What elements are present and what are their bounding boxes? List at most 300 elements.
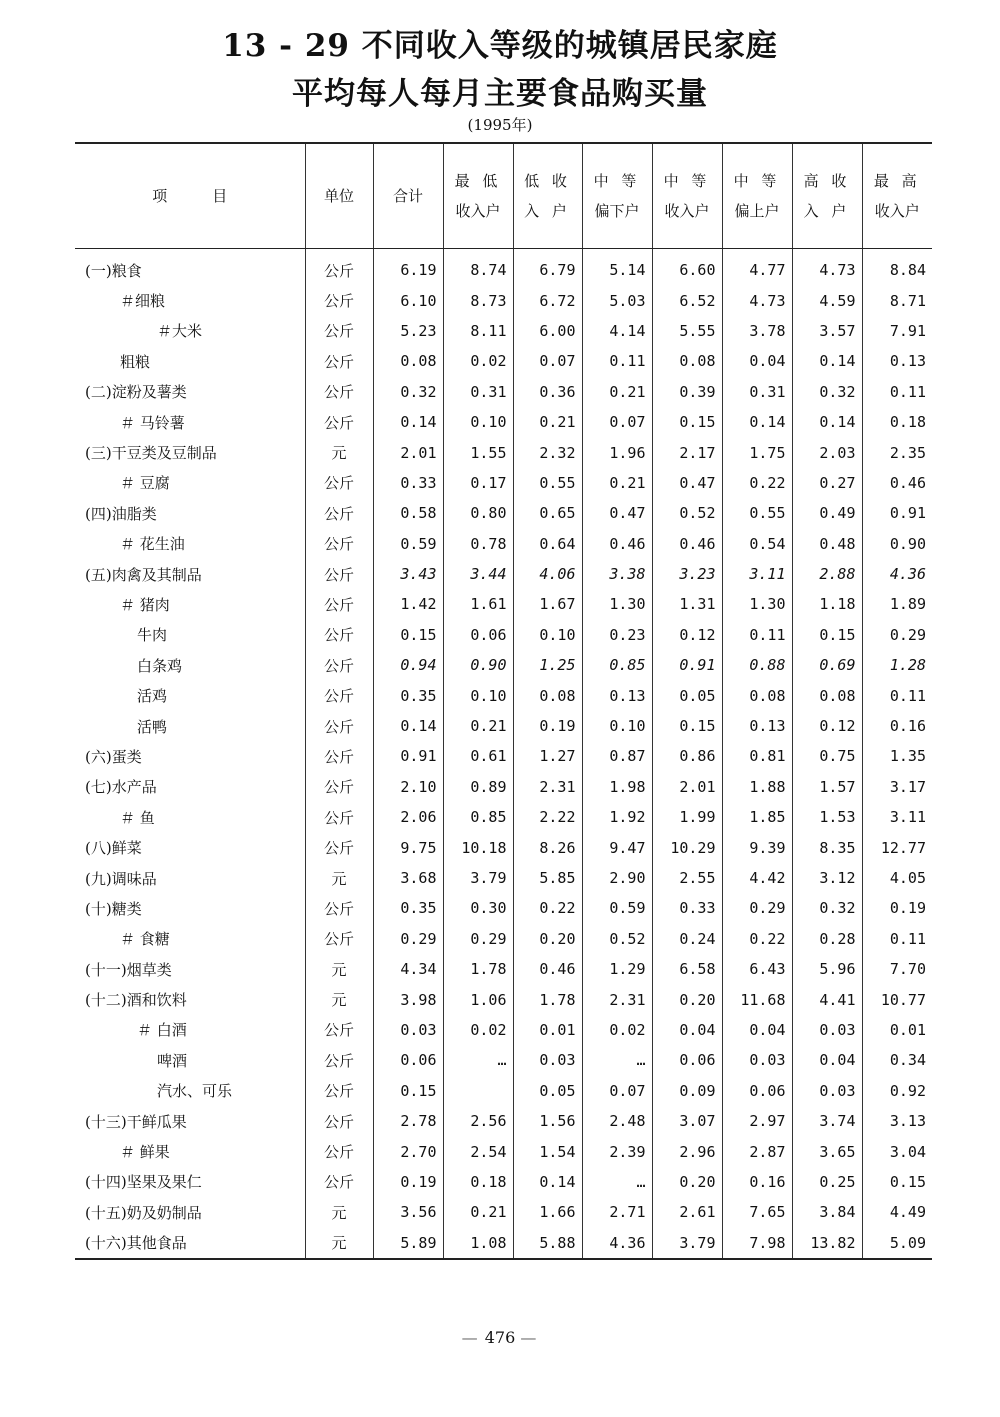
cell-value: 0.07: [582, 1076, 652, 1106]
cell-value: 3.44: [443, 559, 513, 589]
cell-value: 2.22: [513, 802, 582, 832]
cell-value: 0.90: [889, 534, 926, 553]
cell-value: 0.10: [443, 680, 513, 710]
cell-total: 0.32: [373, 377, 443, 407]
cell-value: 0.04: [652, 1015, 722, 1045]
cell-value: 0.55: [513, 468, 582, 498]
table-row: [75, 316, 932, 346]
cell-value: 0.22: [722, 924, 792, 954]
cell-value: 6.52: [652, 285, 722, 315]
cell-total: 0.58: [373, 498, 443, 528]
cell-value: 0.11: [889, 929, 926, 948]
cell-value: 0.14: [792, 407, 862, 437]
cell-value: 0.49: [792, 498, 862, 528]
cell-value: 0.39: [652, 377, 722, 407]
cell-value: 5.55: [652, 316, 722, 346]
row-unit: 公斤: [305, 893, 373, 923]
cell-value: 0.46: [652, 529, 722, 559]
cell-value: 0.46: [582, 529, 652, 559]
row-item-label: (十五)奶及奶制品: [75, 1197, 305, 1227]
cell-value: 0.27: [792, 468, 862, 498]
cell-value: 0.78: [443, 529, 513, 559]
row-unit: 公斤: [305, 650, 373, 680]
cell-value: 0.20: [652, 984, 722, 1014]
table-row: [75, 498, 932, 528]
cell-value: 2.90: [582, 863, 652, 893]
cell-value: 0.92: [889, 1081, 926, 1100]
cell-value: 0.69: [792, 650, 862, 680]
cell-value: 3.12: [792, 863, 862, 893]
cell-value: 1.99: [652, 802, 722, 832]
row-item-label: ＃ 花生油: [75, 529, 305, 559]
cell-value: 3.11: [889, 808, 926, 827]
cell-value: 2.54: [443, 1136, 513, 1166]
cell-value: 2.56: [443, 1106, 513, 1136]
table-row: [75, 1076, 932, 1106]
food-purchase-table: [75, 142, 932, 1260]
cell-total: 3.68: [373, 863, 443, 893]
cell-total: 0.35: [373, 680, 443, 710]
cell-value: 0.33: [652, 893, 722, 923]
cell-value: 0.11: [889, 382, 926, 401]
row-unit: 公斤: [305, 1136, 373, 1166]
cell-value: 0.11: [889, 686, 926, 705]
cell-value: 0.08: [513, 680, 582, 710]
cell-total: 0.06: [373, 1045, 443, 1075]
cell-value: 0.18: [889, 413, 926, 432]
page-footer: [0, 1328, 1000, 1347]
header-unit: 单位: [305, 143, 373, 249]
cell-value: 0.21: [443, 1197, 513, 1227]
cell-value: 5.96: [792, 954, 862, 984]
cell-value: 0.61: [443, 741, 513, 771]
cell-value: 1.54: [513, 1136, 582, 1166]
cell-value: 0.90: [443, 650, 513, 680]
cell-value: 0.14: [722, 407, 792, 437]
cell-value: 3.79: [443, 863, 513, 893]
row-unit: 公斤: [305, 407, 373, 437]
cell-value: 3.04: [889, 1142, 926, 1161]
table-row: [75, 1136, 932, 1166]
cell-value: 1.85: [722, 802, 792, 832]
cell-value: 0.32: [792, 377, 862, 407]
cell-value: 0.16: [722, 1167, 792, 1197]
cell-value: 7.91: [889, 321, 926, 340]
cell-value: 0.24: [652, 924, 722, 954]
table-row: [75, 1015, 932, 1045]
cell-value: 0.52: [652, 498, 722, 528]
cell-value: 1.35: [889, 747, 926, 766]
row-unit: 公斤: [305, 772, 373, 802]
row-item-label: 粗粮: [75, 346, 305, 376]
cell-value: 0.32: [792, 893, 862, 923]
header-lower-middle: 中 等 偏下户: [582, 143, 652, 249]
cell-value: 2.96: [652, 1136, 722, 1166]
header-item: 项 目: [75, 143, 305, 249]
cell-value: 8.35: [792, 832, 862, 862]
row-unit: 元: [305, 1197, 373, 1227]
table-row: [75, 1228, 932, 1259]
cell-value: 0.87: [582, 741, 652, 771]
cell-value: 0.29: [443, 924, 513, 954]
cell-value: 0.11: [582, 346, 652, 376]
cell-value: 0.08: [652, 346, 722, 376]
cell-total: 5.23: [373, 316, 443, 346]
row-unit: 公斤: [305, 377, 373, 407]
row-item-label: ＃ 鱼: [75, 802, 305, 832]
row-item-label: (十二)酒和饮料: [75, 984, 305, 1014]
cell-value: 3.13: [889, 1112, 926, 1131]
cell-value: 7.98: [722, 1228, 792, 1259]
row-unit: 公斤: [305, 529, 373, 559]
row-unit: 元: [305, 984, 373, 1014]
cell-value: 0.15: [652, 711, 722, 741]
table-row: [75, 984, 932, 1014]
cell-total: 2.10: [373, 772, 443, 802]
cell-value: 9.47: [582, 832, 652, 862]
cell-value: 0.21: [582, 468, 652, 498]
cell-total: 0.35: [373, 893, 443, 923]
table-row: [75, 437, 932, 467]
row-unit: 公斤: [305, 1167, 373, 1197]
table-row: [75, 468, 932, 498]
cell-value: 0.13: [889, 352, 926, 371]
cell-value: 0.52: [582, 924, 652, 954]
cell-value: 0.29: [889, 625, 926, 644]
header-high-income: 高 收 入 户: [792, 143, 862, 249]
row-item-label: ＃大米: [75, 316, 305, 346]
cell-value: 0.75: [792, 741, 862, 771]
cell-value: 0.08: [722, 680, 792, 710]
cell-value: 6.43: [722, 954, 792, 984]
row-item-label: 活鸭: [75, 711, 305, 741]
row-unit: 公斤: [305, 1015, 373, 1045]
row-item-label: ＃ 猪肉: [75, 589, 305, 619]
row-item-label: (三)干豆类及豆制品: [75, 437, 305, 467]
cell-value: 1.53: [792, 802, 862, 832]
cell-value: 1.30: [722, 589, 792, 619]
cell-value: 0.18: [443, 1167, 513, 1197]
table-row: [75, 559, 932, 589]
cell-value: 0.46: [889, 473, 926, 492]
cell-value: 13.82: [792, 1228, 862, 1259]
cell-value: 4.41: [792, 984, 862, 1014]
row-unit: 公斤: [305, 346, 373, 376]
cell-value: 4.59: [792, 285, 862, 315]
cell-value: 1.08: [443, 1228, 513, 1259]
cell-value: 0.91: [652, 650, 722, 680]
row-item-label: (十三)干鲜瓜果: [75, 1106, 305, 1136]
row-item-label: 啤酒: [75, 1045, 305, 1075]
cell-value: 8.84: [889, 261, 926, 280]
cell-total: 3.98: [373, 984, 443, 1014]
table-row: [75, 377, 932, 407]
table-title-line1: 13 - 29 不同收入等级的城镇居民家庭: [222, 28, 778, 64]
cell-value: 0.47: [582, 498, 652, 528]
cell-value: 0.02: [443, 1015, 513, 1045]
table-row: [75, 924, 932, 954]
cell-value: 5.85: [513, 863, 582, 893]
cell-value: 0.31: [722, 377, 792, 407]
cell-total: 0.08: [373, 346, 443, 376]
cell-value: 2.31: [582, 984, 652, 1014]
cell-value: 8.73: [443, 285, 513, 315]
cell-value: 2.03: [792, 437, 862, 467]
cell-value: 1.27: [513, 741, 582, 771]
cell-value: 1.75: [722, 437, 792, 467]
cell-total: 0.91: [373, 741, 443, 771]
cell-value: 8.11: [443, 316, 513, 346]
table-row: [75, 772, 932, 802]
row-unit: 元: [305, 954, 373, 984]
row-item-label: (八)鲜菜: [75, 832, 305, 862]
row-item-label: (六)蛋类: [75, 741, 305, 771]
cell-value: 0.13: [722, 711, 792, 741]
cell-value: …: [443, 1045, 513, 1075]
cell-value: 0.17: [443, 468, 513, 498]
cell-value: 0.15: [792, 620, 862, 650]
row-item-label: (十)糖类: [75, 893, 305, 923]
cell-value: 3.84: [792, 1197, 862, 1227]
cell-total: 0.59: [373, 529, 443, 559]
cell-value: 0.12: [652, 620, 722, 650]
cell-value: 0.59: [582, 893, 652, 923]
cell-value: 1.92: [582, 802, 652, 832]
table-row: [75, 589, 932, 619]
cell-total: 0.14: [373, 407, 443, 437]
row-item-label: (五)肉禽及其制品: [75, 559, 305, 589]
cell-value: 1.67: [513, 589, 582, 619]
table-row: [75, 680, 932, 710]
cell-value: 0.19: [889, 899, 926, 918]
cell-value: 0.10: [582, 711, 652, 741]
cell-value: 1.55: [443, 437, 513, 467]
cell-value: 0.14: [792, 346, 862, 376]
cell-value: 1.56: [513, 1106, 582, 1136]
cell-value: 0.04: [792, 1045, 862, 1075]
cell-value: 1.78: [443, 954, 513, 984]
row-item-label: ＃细粮: [75, 285, 305, 315]
table-row: [75, 954, 932, 984]
cell-value: 2.87: [722, 1136, 792, 1166]
cell-value: 3.23: [652, 559, 722, 589]
cell-value: 3.79: [652, 1228, 722, 1259]
row-item-label: 白条鸡: [75, 650, 305, 680]
cell-value: 0.03: [722, 1045, 792, 1075]
row-unit: 公斤: [305, 1106, 373, 1136]
cell-value: 0.10: [443, 407, 513, 437]
cell-value: 5.03: [582, 285, 652, 315]
cell-value: 0.07: [582, 407, 652, 437]
table-row: [75, 741, 932, 771]
cell-value: 0.47: [652, 468, 722, 498]
row-item-label: (十一)烟草类: [75, 954, 305, 984]
cell-value: 1.06: [443, 984, 513, 1014]
table-row: [75, 802, 932, 832]
cell-total: 0.19: [373, 1167, 443, 1197]
row-item-label: 牛肉: [75, 620, 305, 650]
cell-total: 0.29: [373, 924, 443, 954]
cell-value: 0.06: [443, 620, 513, 650]
row-item-label: 活鸡: [75, 680, 305, 710]
row-item-label: (九)调味品: [75, 863, 305, 893]
row-item-label: ＃ 马铃薯: [75, 407, 305, 437]
cell-value: 2.71: [582, 1197, 652, 1227]
cell-value: 0.80: [443, 498, 513, 528]
cell-value: 1.78: [513, 984, 582, 1014]
cell-value: 1.96: [582, 437, 652, 467]
cell-value: 4.36: [889, 565, 926, 584]
cell-value: 0.03: [513, 1045, 582, 1075]
cell-value: 2.32: [513, 437, 582, 467]
cell-value: 4.05: [889, 869, 926, 887]
cell-value: 0.28: [792, 924, 862, 954]
cell-value: 1.57: [792, 772, 862, 802]
cell-value: 8.26: [513, 832, 582, 862]
row-item-label: (七)水产品: [75, 772, 305, 802]
cell-value: 8.71: [889, 291, 926, 310]
cell-value: 0.06: [722, 1076, 792, 1106]
cell-value: 0.91: [889, 504, 926, 523]
cell-value: 1.98: [582, 772, 652, 802]
cell-value: 1.29: [582, 954, 652, 984]
cell-value: 0.31: [443, 377, 513, 407]
cell-value: 2.01: [652, 772, 722, 802]
header-middle-income: 中 等 收入户: [652, 143, 722, 249]
row-unit: 公斤: [305, 924, 373, 954]
cell-value: 2.31: [513, 772, 582, 802]
row-unit: 公斤: [305, 832, 373, 862]
cell-value: 0.08: [792, 680, 862, 710]
cell-value: 6.79: [513, 249, 582, 286]
cell-value: 10.18: [443, 832, 513, 862]
cell-value: 0.01: [889, 1020, 926, 1039]
cell-value: 2.97: [722, 1106, 792, 1136]
cell-total: 0.03: [373, 1015, 443, 1045]
row-unit: 元: [305, 1228, 373, 1259]
cell-value: 3.17: [889, 777, 926, 796]
cell-value: 4.73: [792, 249, 862, 286]
cell-value: 0.25: [792, 1167, 862, 1197]
cell-value: …: [582, 1167, 652, 1197]
row-unit: 元: [305, 437, 373, 467]
cell-value: 0.15: [652, 407, 722, 437]
row-unit: 公斤: [305, 1076, 373, 1106]
cell-value: 0.04: [722, 346, 792, 376]
row-unit: 公斤: [305, 802, 373, 832]
cell-total: 3.43: [373, 559, 443, 589]
cell-value: 4.49: [889, 1203, 926, 1222]
cell-total: 5.89: [373, 1228, 443, 1259]
cell-value: 3.38: [582, 559, 652, 589]
cell-total: 6.19: [373, 249, 443, 286]
cell-value: 6.72: [513, 285, 582, 315]
cell-value: 4.77: [722, 249, 792, 286]
cell-value: 2.17: [652, 437, 722, 467]
cell-value: 5.14: [582, 249, 652, 286]
cell-value: 2.61: [652, 1197, 722, 1227]
table-row: [75, 832, 932, 862]
cell-value: 8.74: [443, 249, 513, 286]
cell-value: 3.74: [792, 1106, 862, 1136]
cell-value: 0.01: [513, 1015, 582, 1045]
cell-value: 4.14: [582, 316, 652, 346]
cell-value: 1.31: [652, 589, 722, 619]
row-unit: 公斤: [305, 620, 373, 650]
cell-total: 0.14: [373, 711, 443, 741]
cell-value: 0.03: [792, 1015, 862, 1045]
cell-value: 6.60: [652, 249, 722, 286]
cell-value: 5.88: [513, 1228, 582, 1259]
cell-value: 1.25: [513, 650, 582, 680]
table-row: [75, 407, 932, 437]
cell-value: 6.58: [652, 954, 722, 984]
cell-value: 2.55: [652, 863, 722, 893]
row-item-label: (十六)其他食品: [75, 1228, 305, 1259]
table-row: [75, 711, 932, 741]
header-row: [75, 143, 932, 249]
row-item-label: ＃ 白酒: [75, 1015, 305, 1045]
cell-total: 4.34: [373, 954, 443, 984]
cell-value: 10.29: [652, 832, 722, 862]
cell-value: 0.22: [513, 893, 582, 923]
cell-total: 2.78: [373, 1106, 443, 1136]
table-row: [75, 893, 932, 923]
cell-value: [443, 1076, 513, 1106]
row-unit: 公斤: [305, 589, 373, 619]
cell-value: 0.07: [513, 346, 582, 376]
table-row: [75, 1167, 932, 1197]
table-row: [75, 650, 932, 680]
cell-value: 0.06: [652, 1045, 722, 1075]
header-low-income: 低 收 入 户: [513, 143, 582, 249]
cell-value: 3.57: [792, 316, 862, 346]
row-unit: 公斤: [305, 680, 373, 710]
cell-value: 6.00: [513, 316, 582, 346]
cell-value: 4.73: [722, 285, 792, 315]
cell-total: 2.01: [373, 437, 443, 467]
cell-total: 1.42: [373, 589, 443, 619]
cell-value: 3.65: [792, 1136, 862, 1166]
table-row: [75, 529, 932, 559]
cell-value: 9.39: [722, 832, 792, 862]
table-year: (1995年): [467, 116, 533, 134]
row-item-label: 汽水、可乐: [75, 1076, 305, 1106]
cell-total: 2.70: [373, 1136, 443, 1166]
cell-value: 1.61: [443, 589, 513, 619]
cell-value: 0.12: [792, 711, 862, 741]
cell-total: 0.33: [373, 468, 443, 498]
cell-value: 0.13: [582, 680, 652, 710]
cell-value: 0.02: [443, 346, 513, 376]
cell-value: 0.05: [652, 680, 722, 710]
row-unit: 公斤: [305, 1045, 373, 1075]
cell-total: 0.15: [373, 1076, 443, 1106]
cell-value: 2.88: [792, 559, 862, 589]
page-number: 476: [484, 1328, 516, 1347]
row-unit: 公斤: [305, 468, 373, 498]
cell-value: 0.21: [582, 377, 652, 407]
cell-total: 6.10: [373, 285, 443, 315]
cell-value: 7.70: [889, 960, 926, 979]
row-item-label: (十四)坚果及果仁: [75, 1167, 305, 1197]
cell-value: 0.23: [582, 620, 652, 650]
table-title-line2: 平均每人每月主要食品购买量: [292, 76, 708, 112]
cell-value: 3.78: [722, 316, 792, 346]
cell-value: 0.20: [513, 924, 582, 954]
table-row: [75, 1045, 932, 1075]
cell-value: 0.65: [513, 498, 582, 528]
